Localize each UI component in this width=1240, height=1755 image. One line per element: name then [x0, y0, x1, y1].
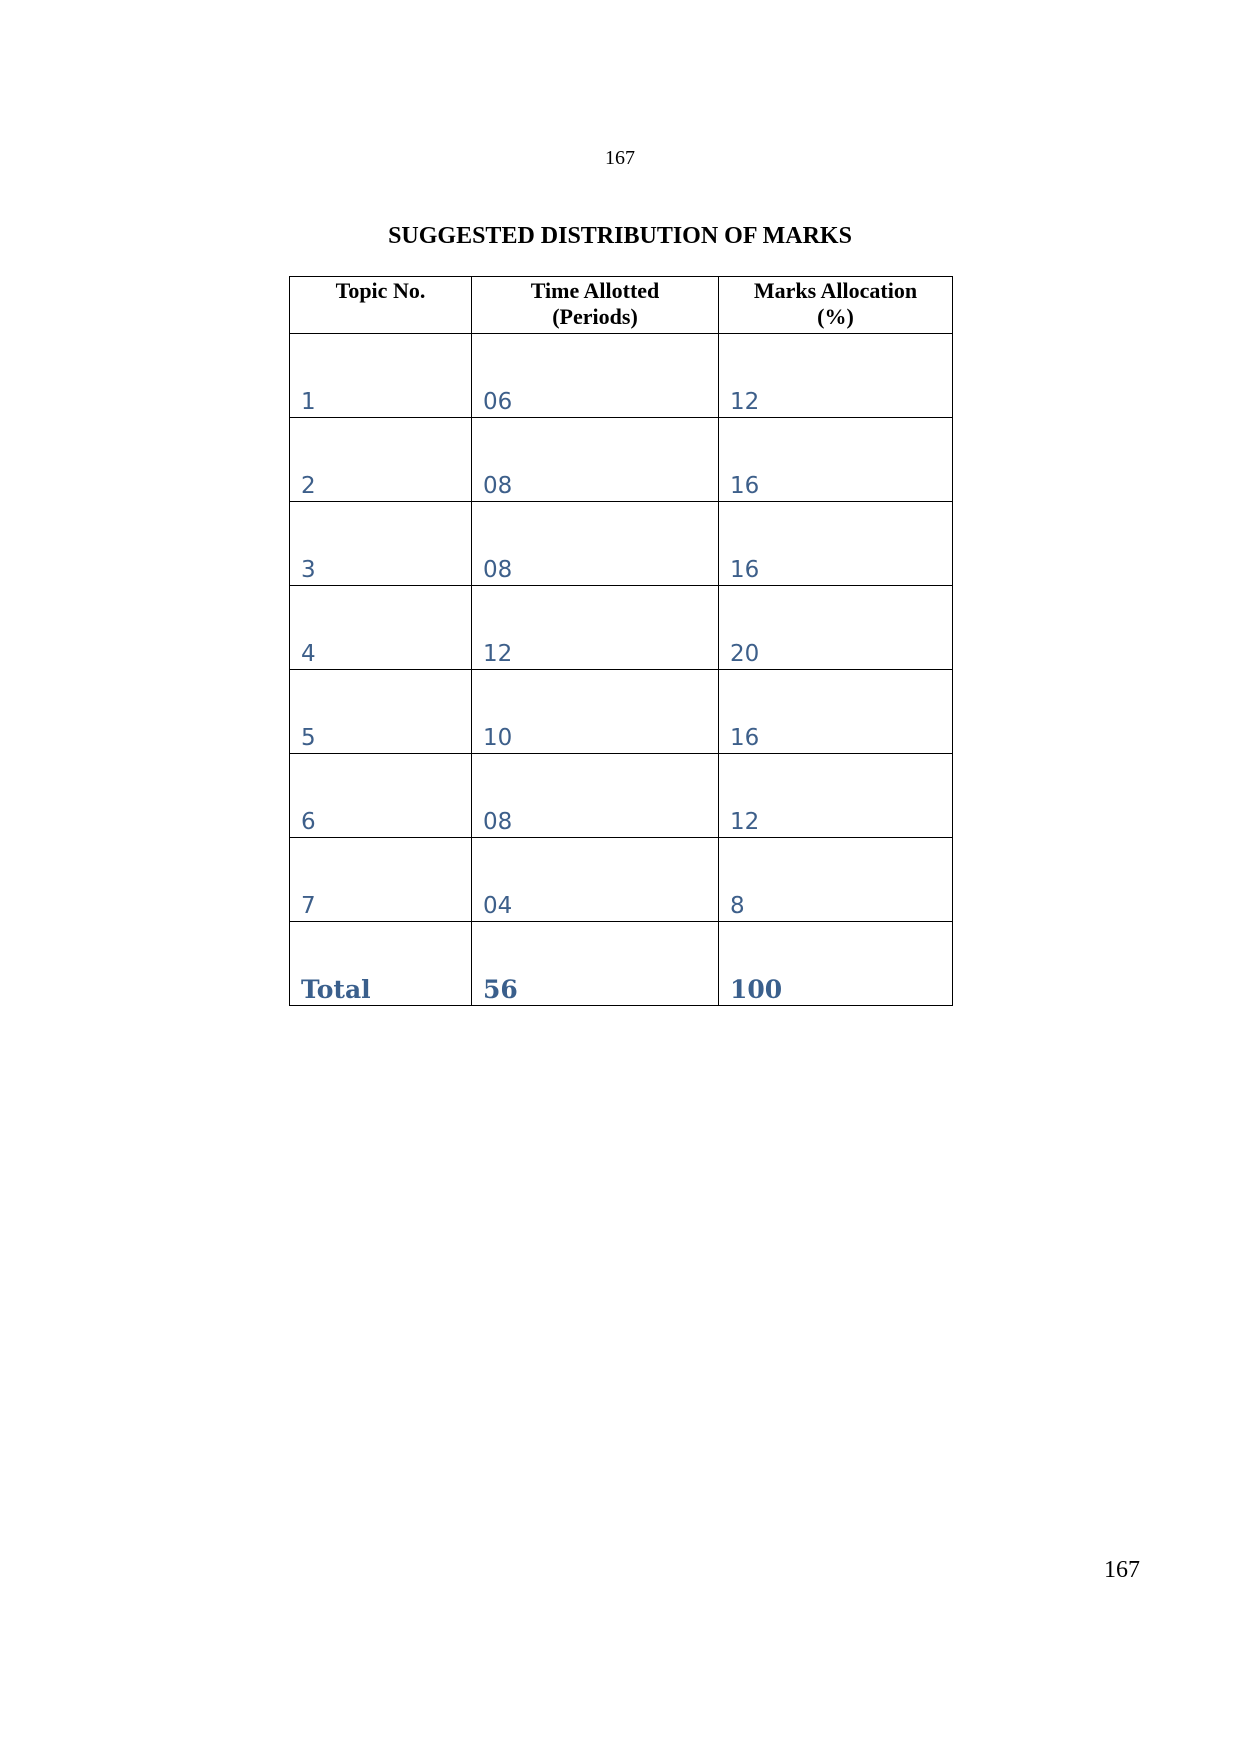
table-row: [290, 502, 953, 586]
header-time-allotted-label: Time Allotted: [530, 278, 660, 303]
total-marks-cell: 100: [719, 922, 953, 1006]
marks-allocation-cell: 8: [719, 838, 953, 922]
header-topic-no-label: Topic No.: [335, 278, 426, 303]
topic-no-cell: 2: [290, 418, 472, 502]
marks-allocation-cell: 20: [719, 586, 953, 670]
topic-no-cell: 6: [290, 754, 472, 838]
time-allotted-cell: 04: [472, 838, 719, 922]
header-time-allotted: [472, 277, 719, 334]
time-allotted-cell: 10: [472, 670, 719, 754]
time-allotted-cell: 12: [472, 586, 719, 670]
table-row: [290, 586, 953, 670]
table-row: [290, 418, 953, 502]
table-row: [290, 670, 953, 754]
total-time-cell: 56: [472, 922, 719, 1006]
table-row: [290, 754, 953, 838]
topic-no-cell: 5: [290, 670, 472, 754]
time-allotted-cell: 08: [472, 502, 719, 586]
page-number-top: 167: [605, 147, 635, 169]
time-allotted-cell: 08: [472, 418, 719, 502]
header-marks-allocation-label: Marks Allocation: [753, 278, 918, 303]
table-total-row: [290, 922, 953, 1006]
page-number-bottom: 167: [1104, 1557, 1140, 1583]
table-row: [290, 838, 953, 922]
header-marks-allocation: [719, 277, 953, 334]
marks-allocation-cell: 12: [719, 334, 953, 418]
topic-no-cell: 4: [290, 586, 472, 670]
total-label-cell: Total: [290, 922, 472, 1006]
marks-allocation-cell: 16: [719, 502, 953, 586]
marks-allocation-cell: 12: [719, 754, 953, 838]
time-allotted-cell: 06: [472, 334, 719, 418]
topic-no-cell: 3: [290, 502, 472, 586]
table-row: [290, 334, 953, 418]
table-header-row: [290, 277, 953, 334]
topic-no-cell: 1: [290, 334, 472, 418]
header-time-allotted-unit: (Periods): [552, 304, 638, 329]
marks-distribution-table: [289, 276, 953, 1006]
time-allotted-cell: 08: [472, 754, 719, 838]
header-marks-allocation-unit: (%): [817, 304, 854, 329]
marks-allocation-cell: 16: [719, 418, 953, 502]
marks-allocation-cell: 16: [719, 670, 953, 754]
header-topic-no: [290, 277, 472, 334]
page-title: SUGGESTED DISTRIBUTION OF MARKS: [388, 223, 852, 249]
topic-no-cell: 7: [290, 838, 472, 922]
